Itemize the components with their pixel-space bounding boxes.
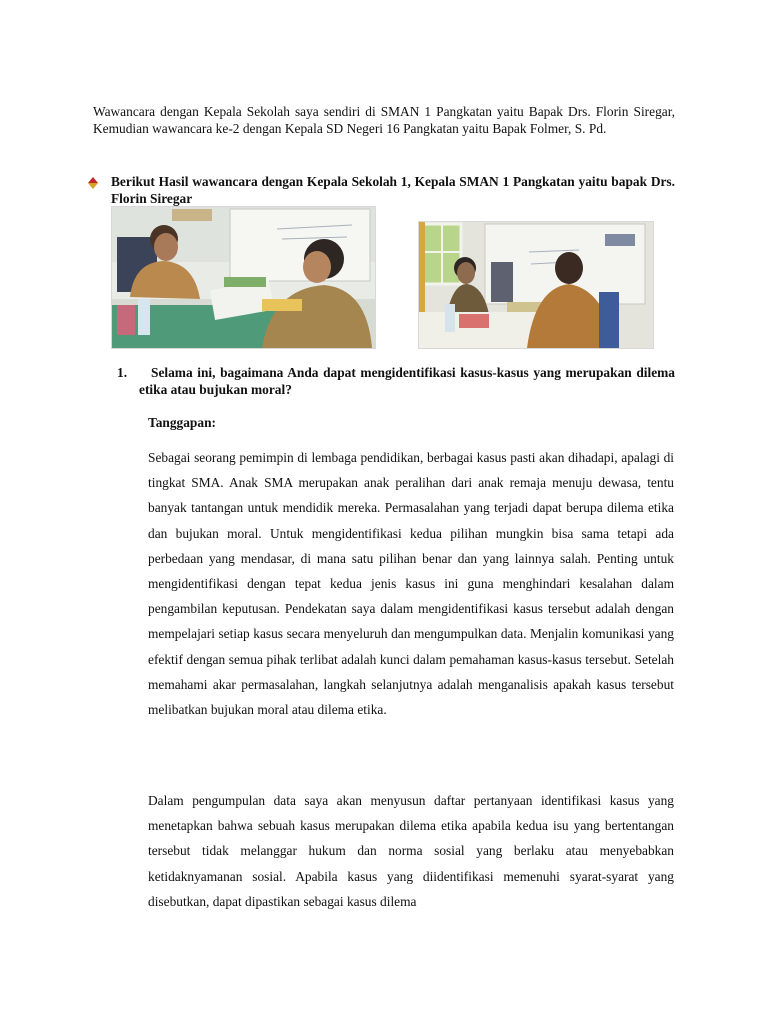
question-text: Selama ini, bagaimana Anda dapat mengidentifikasi kasus-kasus yang merupakan dilema etika atau bujukan moral? <box>139 365 675 397</box>
response-paragraph-1: Sebagai seorang pemimpin di lembaga pendidikan, berbagai kasus pasti akan dihadapi, apalagi di tingkat SMA. Anak SMA merupakan anak peralihan dari anak remaja menuju dewasa, tentu banyak tantangan untuk mendidik mereka. Permasalahan yang terjadi dapat berupa dilema etika dan bujukan moral. Untuk mengidentifikasi kedua pilihan mungkin bisa sama tetapi ada perbedaan yang mendasar, di mana satu pilihan benar dan yang lainnya salah. Penting untuk mengidentifikasi dengan tepat kedua jenis kasus ini guna menghindari kesalahan dalam pengambilan keputusan. Pendekatan saya dalam mengidentifikasi kasus tersebut adalah dengan mempelajari setiap kasus secara menyeluruh dan mengumpulkan data. Menjalin komunikasi yang efektif dengan semua pihak terlibat adalah kunci dalam pemahaman kasus-kasus tersebut. Setelah memahami akar permasalahan, langkah selanjutnya adalah menganalisis apakah kasus tersebut melibatkan bujukan moral atau dilema etika. <box>148 450 674 718</box>
interview-photo-1 <box>111 206 376 349</box>
intro-paragraph: Wawancara dengan Kepala Sekolah saya sendiri di SMAN 1 Pangkatan yaitu Bapak Drs. Florin Siregar, Kemudian wawancara ke-2 dengan Kepala SD Negeri 16 Pangkatan yaitu Bapak Folmer, S. Pd. <box>93 104 675 136</box>
diamond-bullet-icon <box>86 176 100 190</box>
interview-photo-2 <box>418 221 654 349</box>
response-label: Tanggapan: <box>148 415 216 430</box>
bullet-heading: Berikut Hasil wawancara dengan Kepala Sekolah 1, Kepala SMAN 1 Pangkatan yaitu bapak Drs. Florin Siregar <box>111 174 675 206</box>
response-paragraph-2: Dalam pengumpulan data saya akan menyusun daftar pertanyaan identifikasi kasus yang menetapkan bahwa sebuah kasus merupakan dilema etika apabila kedua isu yang bertentangan tersebut tidak melanggar hukum dan norma sosial yang berlaku atau menyebabkan ketidaknyamanan sosial. Apabila kasus yang diidentifikasi memenuhi syarat-syarat yang disebutkan, dapat dipastikan sebagai kasus dilema <box>148 793 674 909</box>
question-number: 1. <box>117 365 128 380</box>
